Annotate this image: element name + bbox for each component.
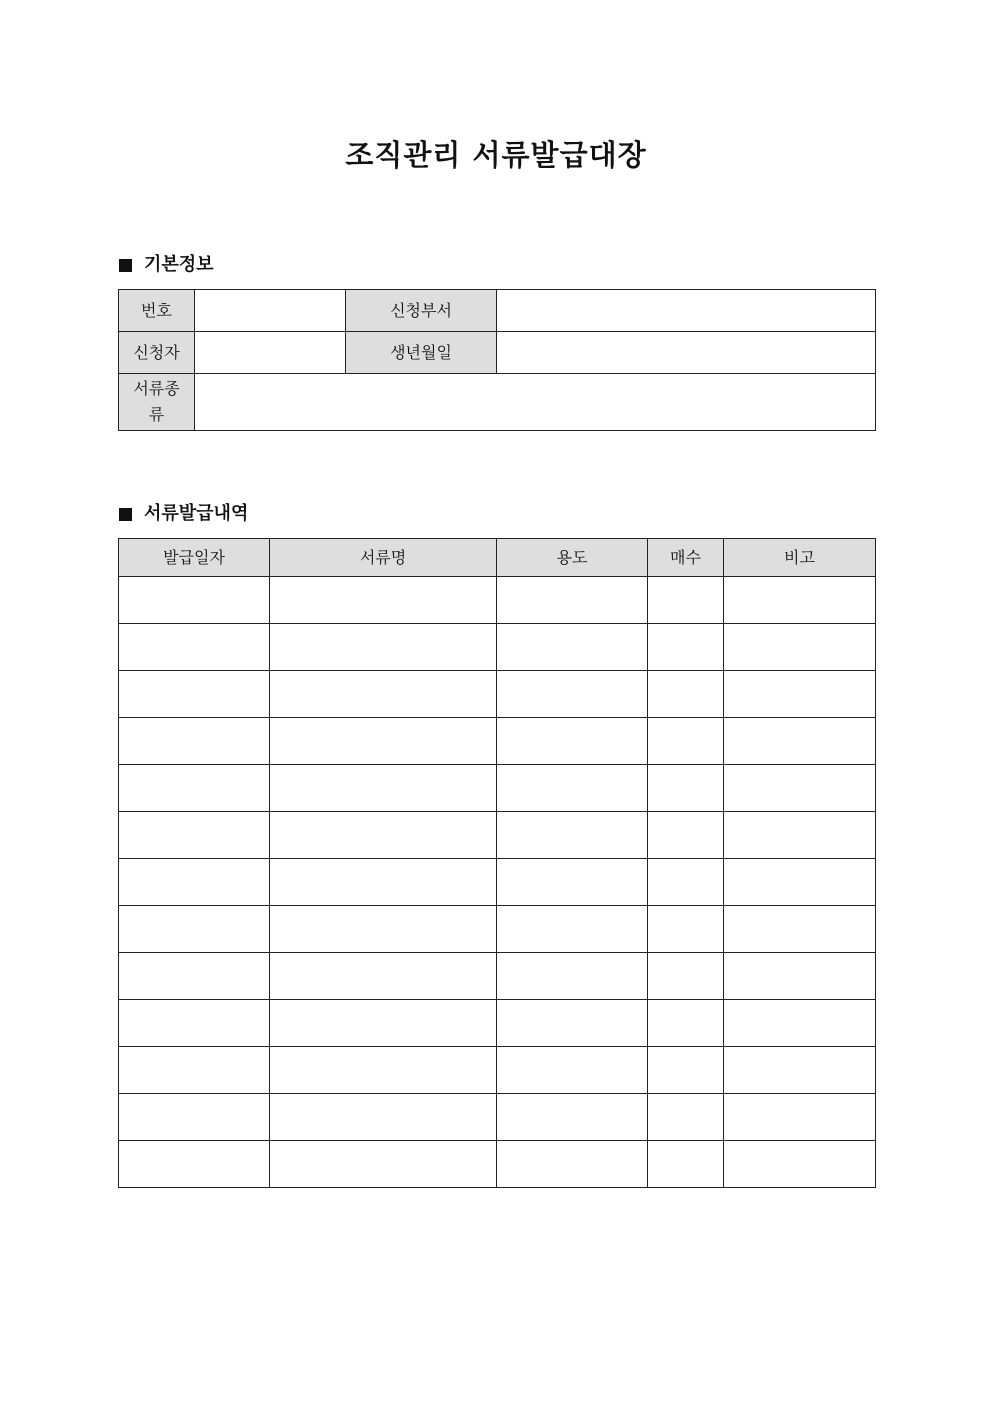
section-heading-label: 서류발급내역 (144, 503, 249, 524)
document-name-cell[interactable] (270, 953, 497, 1000)
document-name-cell[interactable] (270, 1141, 497, 1188)
label-number: 번호 (119, 290, 195, 332)
purpose-cell[interactable] (497, 906, 648, 953)
table-row (119, 1000, 876, 1047)
document-name-cell[interactable] (270, 859, 497, 906)
issue-date-cell[interactable] (119, 1094, 270, 1141)
table-row (119, 859, 876, 906)
document-name-cell[interactable] (270, 624, 497, 671)
purpose-cell[interactable] (497, 765, 648, 812)
issue-history-table (118, 538, 876, 1188)
issue-date-cell[interactable] (119, 1047, 270, 1094)
document-type-field[interactable] (195, 374, 876, 431)
purpose-cell[interactable] (497, 1000, 648, 1047)
copies-cell[interactable] (648, 765, 724, 812)
copies-cell[interactable] (648, 577, 724, 624)
table-row (119, 624, 876, 671)
issue-date-cell[interactable] (119, 953, 270, 1000)
copies-cell[interactable] (648, 624, 724, 671)
table-row (119, 1094, 876, 1141)
document-name-cell[interactable] (270, 718, 497, 765)
applicant-field[interactable] (195, 332, 346, 374)
remarks-cell[interactable] (724, 812, 876, 859)
issue-date-cell[interactable] (119, 906, 270, 953)
issue-date-cell[interactable] (119, 1141, 270, 1188)
table-row (119, 718, 876, 765)
remarks-cell[interactable] (724, 624, 876, 671)
table-header-row (119, 539, 876, 577)
document-name-cell[interactable] (270, 1000, 497, 1047)
table-row (119, 577, 876, 624)
purpose-cell[interactable] (497, 718, 648, 765)
document-name-cell[interactable] (270, 765, 497, 812)
remarks-cell[interactable] (724, 1141, 876, 1188)
square-bullet-icon (119, 259, 132, 272)
purpose-cell[interactable] (497, 624, 648, 671)
purpose-cell[interactable] (497, 953, 648, 1000)
copies-cell[interactable] (648, 1094, 724, 1141)
copies-cell[interactable] (648, 671, 724, 718)
issue-date-cell[interactable] (119, 671, 270, 718)
purpose-cell[interactable] (497, 1094, 648, 1141)
label-department: 신청부서 (346, 290, 497, 332)
issue-date-cell[interactable] (119, 718, 270, 765)
issue-date-cell[interactable] (119, 812, 270, 859)
remarks-cell[interactable] (724, 718, 876, 765)
page-title: 조직관리 서류발급대장 (345, 138, 647, 172)
info-row-number (119, 290, 876, 332)
label-birthdate: 생년월일 (346, 332, 497, 374)
column-header-remarks: 비고 (724, 539, 876, 577)
remarks-cell[interactable] (724, 671, 876, 718)
remarks-cell[interactable] (724, 859, 876, 906)
table-row (119, 765, 876, 812)
table-row (119, 1141, 876, 1188)
remarks-cell[interactable] (724, 1047, 876, 1094)
birthdate-field[interactable] (497, 332, 876, 374)
issue-date-cell[interactable] (119, 765, 270, 812)
column-header-issue-date: 발급일자 (119, 539, 270, 577)
copies-cell[interactable] (648, 906, 724, 953)
table-row (119, 1047, 876, 1094)
remarks-cell[interactable] (724, 1094, 876, 1141)
issue-date-cell[interactable] (119, 577, 270, 624)
info-row-document-type (119, 374, 876, 431)
column-header-copies: 매수 (648, 539, 724, 577)
purpose-cell[interactable] (497, 671, 648, 718)
square-bullet-icon (119, 508, 132, 521)
remarks-cell[interactable] (724, 953, 876, 1000)
department-field[interactable] (497, 290, 876, 332)
copies-cell[interactable] (648, 1141, 724, 1188)
copies-cell[interactable] (648, 859, 724, 906)
remarks-cell[interactable] (724, 765, 876, 812)
section-heading-issue-history (119, 502, 248, 526)
document-name-cell[interactable] (270, 906, 497, 953)
purpose-cell[interactable] (497, 859, 648, 906)
remarks-cell[interactable] (724, 906, 876, 953)
issue-date-cell[interactable] (119, 624, 270, 671)
copies-cell[interactable] (648, 1047, 724, 1094)
copies-cell[interactable] (648, 953, 724, 1000)
remarks-cell[interactable] (724, 577, 876, 624)
remarks-cell[interactable] (724, 1000, 876, 1047)
purpose-cell[interactable] (497, 577, 648, 624)
document-name-cell[interactable] (270, 812, 497, 859)
document-name-cell[interactable] (270, 671, 497, 718)
copies-cell[interactable] (648, 718, 724, 765)
column-header-document-name: 서류명 (270, 539, 497, 577)
table-row (119, 812, 876, 859)
section-heading-basic-info (119, 253, 214, 277)
info-row-applicant (119, 332, 876, 374)
table-row (119, 671, 876, 718)
copies-cell[interactable] (648, 812, 724, 859)
issue-date-cell[interactable] (119, 1000, 270, 1047)
table-row (119, 953, 876, 1000)
purpose-cell[interactable] (497, 812, 648, 859)
purpose-cell[interactable] (497, 1047, 648, 1094)
table-row (119, 906, 876, 953)
issue-date-cell[interactable] (119, 859, 270, 906)
copies-cell[interactable] (648, 1000, 724, 1047)
document-name-cell[interactable] (270, 577, 497, 624)
section-heading-label: 기본정보 (144, 254, 214, 275)
document-name-cell[interactable] (270, 1094, 497, 1141)
basic-info-table (118, 289, 876, 431)
label-document-type: 서류종류 (119, 374, 195, 431)
column-header-purpose: 용도 (497, 539, 648, 577)
document-name-cell[interactable] (270, 1047, 497, 1094)
purpose-cell[interactable] (497, 1141, 648, 1188)
label-applicant: 신청자 (119, 332, 195, 374)
number-field[interactable] (195, 290, 346, 332)
